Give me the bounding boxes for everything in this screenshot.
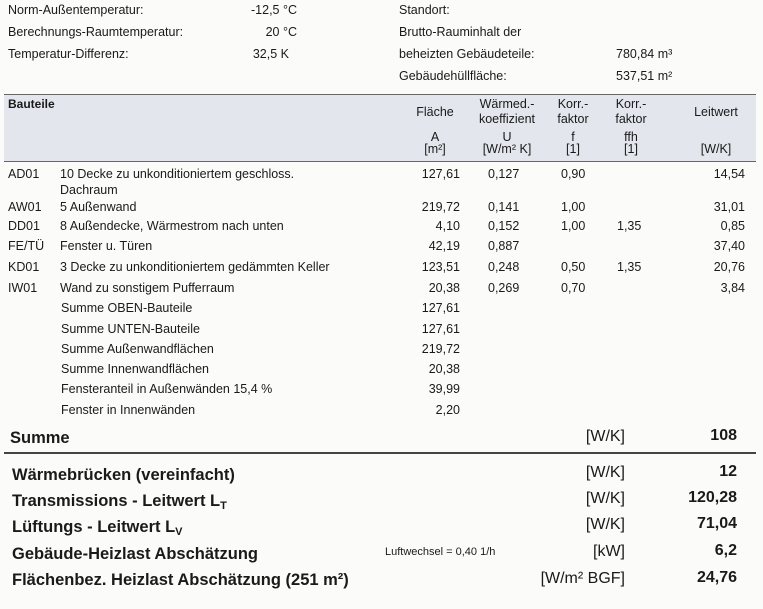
huelle-value: 537,51 m²	[616, 69, 673, 83]
row-u: 0,127	[488, 167, 520, 181]
row-area: 42,19	[428, 239, 460, 253]
header-bottom-rule	[4, 161, 756, 162]
trans-label-sub: T	[220, 500, 227, 512]
col-korr-f-line4: [1]	[566, 142, 580, 156]
row-leitwert: 37,40	[713, 239, 745, 253]
lueft-label-sub: V	[175, 526, 183, 538]
heiz-label: Gebäude-Heizlast Abschätzung	[12, 545, 259, 563]
norm-temp-label: Norm-Außentemperatur:	[8, 3, 144, 17]
lueft-label	[12, 517, 183, 537]
trans-unit: [W/K]	[585, 490, 625, 507]
trans-value: 120,28	[688, 489, 737, 506]
row-name: 3 Decke zu unkonditioniertem gedämmten Keller	[60, 260, 330, 274]
sum-unten-value: 127,61	[421, 322, 460, 336]
row-area: 4,10	[435, 219, 460, 233]
col-leitwert-line1: Leitwert	[694, 105, 738, 119]
raum-temp-value: 20 °C	[265, 25, 297, 39]
col-leitwert-line2: [W/K]	[700, 142, 732, 156]
row-ffh: 1,35	[617, 219, 642, 233]
row-name: Fenster u. Türen	[60, 239, 153, 253]
standort-label: Standort:	[399, 3, 450, 17]
sum-aussenwand-label: Summe Außenwandflächen	[61, 342, 214, 356]
brutto-value: 780,84 m³	[616, 47, 673, 61]
row-code: AD01	[8, 167, 40, 181]
brutto-label-1: Brutto-Rauminhalt der	[399, 25, 522, 39]
raum-temp-label: Berechnungs-Raumtemperatur:	[8, 25, 184, 39]
row-leitwert: 3,84	[720, 281, 745, 295]
fenster-innen-value: 2,20	[435, 403, 460, 417]
col-waerme-line3: U	[502, 130, 512, 144]
row-code: KD01	[8, 260, 40, 274]
row-area: 127,61	[421, 167, 460, 181]
summe-label: Summe	[10, 429, 70, 447]
row-f: 1,00	[561, 219, 586, 233]
wb-unit: [W/K]	[585, 464, 625, 481]
row-u: 0,248	[488, 260, 520, 274]
col-flaeche-line2: A	[430, 130, 440, 144]
row-leitwert: 20,76	[713, 260, 745, 274]
row-leitwert: 14,54	[713, 167, 745, 181]
huelle-label: Gebäudehüllfläche:	[399, 69, 507, 83]
row-f: 0,50	[561, 260, 586, 274]
header-top-rule	[4, 94, 756, 95]
row-u: 0,152	[488, 219, 520, 233]
col-korr-ffh-line3: ffh	[624, 130, 638, 144]
col-bauteile: Bauteile	[8, 97, 55, 111]
lueft-label-text: Lüftungs - Leitwert L	[12, 518, 176, 536]
row-name: 10 Decke zu unkonditioniertem geschloss.	[60, 167, 295, 181]
row-f: 0,70	[561, 281, 586, 295]
heiz-unit: [kW]	[593, 543, 625, 560]
col-korr-f-line1: Korr.-	[557, 97, 589, 111]
sum-innenwand-label: Summe Innenwandflächen	[61, 362, 210, 376]
row-name: 5 Außenwand	[60, 200, 137, 214]
sum-aussenwand-value: 219,72	[421, 342, 460, 356]
sum-oben-value: 127,61	[421, 301, 460, 315]
row-f: 0,90	[561, 167, 586, 181]
sum-oben-label: Summe OBEN-Bauteile	[61, 301, 193, 315]
lueft-unit: [W/K]	[585, 516, 625, 533]
summe-unit: [W/K]	[585, 428, 625, 445]
row-name: Wand zu sonstigem Pufferraum	[60, 281, 235, 295]
luftwechsel-note: Luftwechsel = 0,40 1/h	[385, 546, 496, 558]
row-name-continued: Dachraum	[60, 183, 118, 197]
col-korr-ffh-line1: Korr.-	[615, 97, 647, 111]
row-u: 0,887	[488, 239, 520, 253]
col-korr-f-line2: faktor	[557, 112, 589, 126]
wb-label: Wärmebrücken (vereinfacht)	[12, 466, 235, 484]
trans-label-text: Transmissions - Leitwert L	[12, 492, 221, 510]
row-u: 0,141	[488, 200, 520, 214]
row-leitwert: 0,85	[720, 219, 745, 233]
temp-diff-value: 32,5 K	[252, 47, 289, 61]
heiz-value: 6,2	[714, 542, 737, 559]
row-ffh: 1,35	[617, 260, 642, 274]
row-code: DD01	[8, 219, 40, 233]
fensteranteil-label: Fensteranteil in Außenwänden 15,4 %	[61, 382, 273, 396]
sum-innenwand-value: 20,38	[428, 362, 460, 376]
row-name: 8 Außendecke, Wärmestrom nach unten	[60, 219, 284, 233]
col-waerme-line4: [W/m² K]	[482, 142, 532, 156]
col-waerme-line2: koeffizient	[478, 112, 536, 126]
fenster-innen-label: Fenster in Innenwänden	[61, 403, 196, 417]
col-korr-f-line3: f	[571, 130, 575, 144]
lueft-value: 71,04	[696, 515, 737, 532]
summe-value: 108	[710, 427, 737, 444]
sum-unten-label: Summe UNTEN-Bauteile	[61, 322, 200, 336]
row-leitwert: 31,01	[713, 200, 745, 214]
wb-value: 12	[719, 463, 737, 480]
row-f: 1,00	[561, 200, 586, 214]
row-area: 219,72	[421, 200, 460, 214]
row-area: 20,38	[428, 281, 460, 295]
temp-diff-label: Temperatur-Differenz:	[8, 47, 129, 61]
row-code: AW01	[8, 200, 42, 214]
flaeche-unit: [W/m² BGF]	[540, 570, 625, 587]
brutto-label-2: beheizten Gebäudeteile:	[399, 47, 535, 61]
fensteranteil-value: 39,99	[428, 382, 460, 396]
row-code: IW01	[8, 281, 38, 295]
summe-rule	[4, 452, 756, 454]
flaeche-label: Flächenbez. Heizlast Abschätzung (251 m²)	[12, 571, 349, 589]
col-flaeche-line1: Fläche	[416, 105, 454, 119]
flaeche-value: 24,76	[696, 569, 737, 586]
row-code: FE/TÜ	[8, 239, 45, 253]
col-flaeche-line3: [m²]	[424, 142, 446, 156]
row-u: 0,269	[488, 281, 520, 295]
row-area: 123,51	[421, 260, 460, 274]
norm-temp-value: -12,5 °C	[251, 3, 297, 17]
col-korr-ffh-line4: [1]	[624, 142, 638, 156]
trans-label	[12, 491, 227, 511]
col-korr-ffh-line2: faktor	[615, 112, 647, 126]
col-waerme-line1: Wärmed.-	[479, 97, 535, 111]
